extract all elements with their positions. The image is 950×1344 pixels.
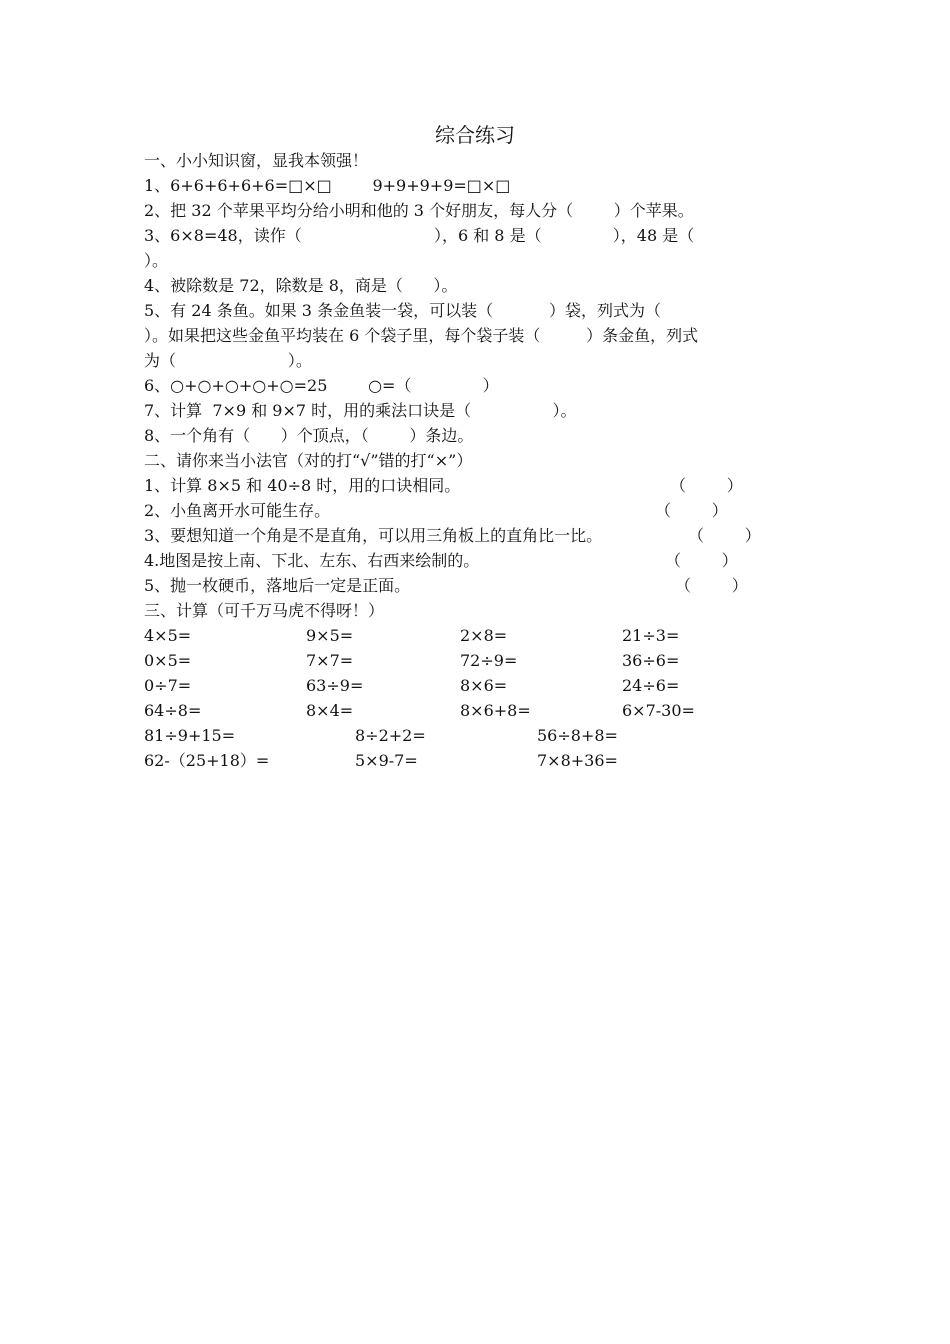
calc-problem: 24÷6= <box>622 676 680 695</box>
judge-item-5-answer-box[interactable]: （ ） <box>675 576 748 595</box>
calc-problem: 0×5= <box>144 651 192 670</box>
judge-item-2-text: 2、小鱼离开水可能生存。 <box>144 501 331 520</box>
page-title: 综合练习 <box>435 123 515 147</box>
section3-heading: 三、计算（可千万马虎不得呀！） <box>144 601 385 620</box>
judge-item-3-answer-box[interactable]: （ ） <box>688 526 761 545</box>
s1-question-5-line3: 为（ ）。 <box>144 351 312 370</box>
calc-problem: 6×7-30= <box>622 701 695 720</box>
judge-item-3-text: 3、要想知道一个角是不是直角，可以用三角板上的直角比一比。 <box>144 526 603 545</box>
s1-question-3-line1: 3、6×8=48，读作（ ），6 和 8 是（ ），48 是（ <box>144 226 695 245</box>
calc-problem: 7×7= <box>306 651 354 670</box>
calc-problem: 56÷8+8= <box>537 726 618 745</box>
s1-question-1: 1、6+6+6+6+6=□×□ 9+9+9+9=□×□ <box>144 176 511 195</box>
s1-question-5-line1: 5、有 24 条鱼。如果 3 条金鱼装一袋，可以装（ ）袋，列式为（ <box>144 301 662 320</box>
calc-problem: 0÷7= <box>144 676 192 695</box>
section1-heading: 一、小小知识窗，显我本领强！ <box>144 151 369 170</box>
calc-problem: 8÷2+2= <box>355 726 426 745</box>
s1-question-8: 8、一个角有（ ）个顶点，（ ）条边。 <box>144 426 474 445</box>
calc-problem: 8×6= <box>460 676 508 695</box>
calc-problem: 81÷9+15= <box>144 726 236 745</box>
calc-problem: 9×5= <box>306 626 354 645</box>
calc-problem: 62-（25+18）= <box>144 751 270 770</box>
calc-problem: 63÷9= <box>306 676 364 695</box>
calc-problem: 64÷8= <box>144 701 202 720</box>
judge-item-1-answer-box[interactable]: （ ） <box>670 476 743 495</box>
section2-heading: 二、请你来当小法官（对的打“√”错的打“×”） <box>144 451 473 470</box>
calc-problem: 2×8= <box>460 626 508 645</box>
calc-problem: 5×9-7= <box>355 751 418 770</box>
s1-question-5-line2: ）。如果把这些金鱼平均装在 6 个袋子里，每个袋子装（ ）条金鱼，列式 <box>144 326 699 345</box>
s1-question-3-line2: ）。 <box>144 251 169 270</box>
judge-item-1-text: 1、计算 8×5 和 40÷8 时，用的口诀相同。 <box>144 476 461 495</box>
judge-item-4-answer-box[interactable]: （ ） <box>665 551 738 570</box>
s1-question-2: 2、把 32 个苹果平均分给小明和他的 3 个好朋友，每人分（ ）个苹果。 <box>144 201 694 220</box>
judge-item-5-text: 5、抛一枚硬币，落地后一定是正面。 <box>144 576 411 595</box>
s1-question-7: 7、计算 7×9 和 9×7 时，用的乘法口诀是（ ）。 <box>144 401 577 420</box>
judge-item-4-text: 4.地图是按上南、下北、左东、右西来绘制的。 <box>144 551 480 570</box>
calc-problem: 7×8+36= <box>537 751 618 770</box>
calc-problem: 72÷9= <box>460 651 518 670</box>
s1-question-4: 4、被除数是 72，除数是 8，商是（ ）。 <box>144 276 458 295</box>
calc-problem: 4×5= <box>144 626 192 645</box>
calc-problem: 8×6+8= <box>460 701 531 720</box>
calc-problem: 21÷3= <box>622 626 680 645</box>
judge-item-2-answer-box[interactable]: （ ） <box>655 501 728 520</box>
calc-problem: 8×4= <box>306 701 354 720</box>
s1-question-6: 6、○+○+○+○+○=25 ○=（ ） <box>144 376 499 395</box>
calc-problem: 36÷6= <box>622 651 680 670</box>
